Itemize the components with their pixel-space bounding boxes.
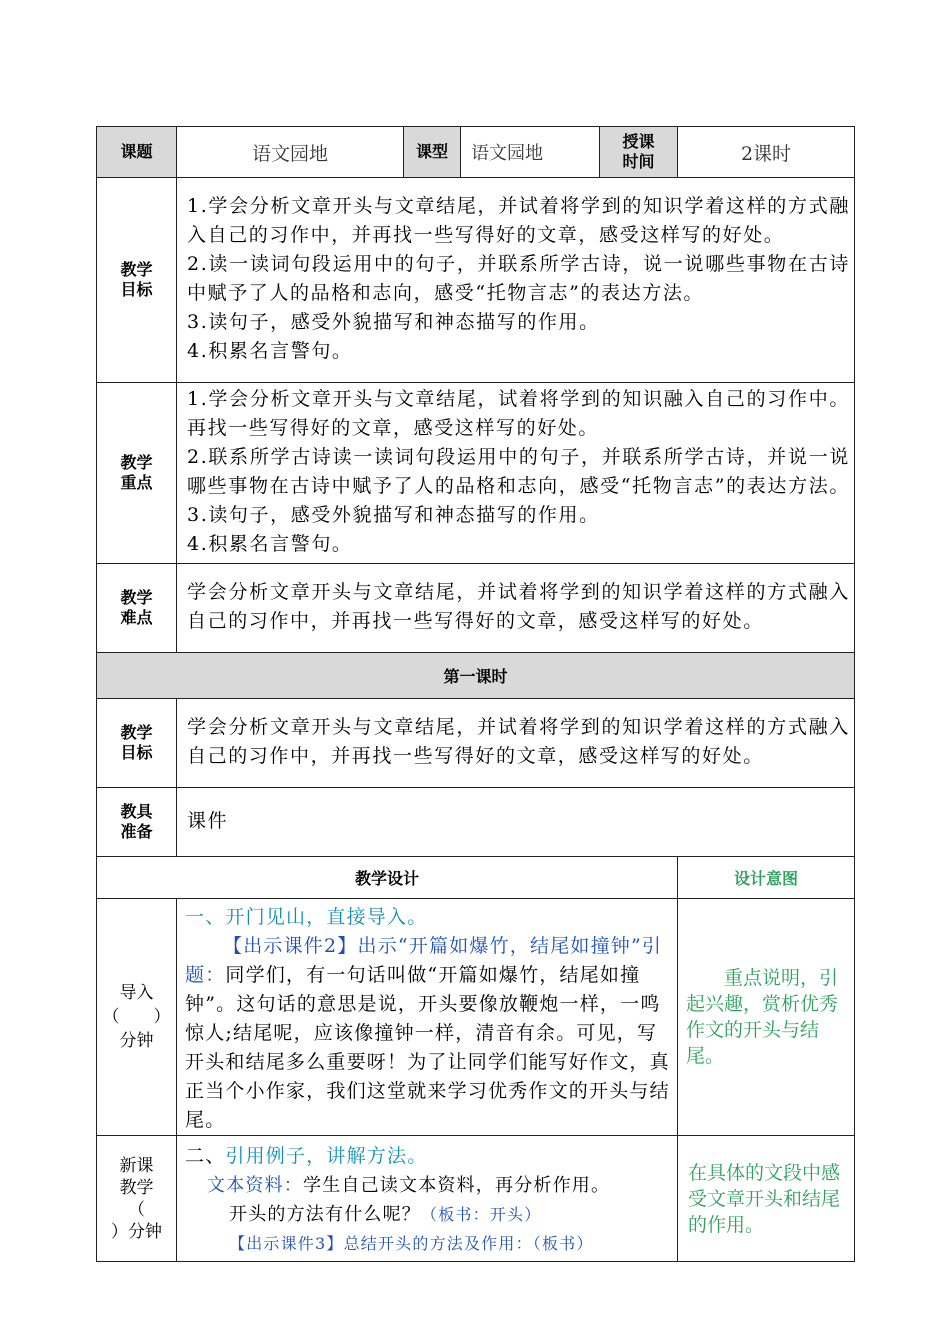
intro-intent: 重点说明，引起兴趣，赏析优秀作文的开头与结尾。 <box>678 899 855 1136</box>
intro-courseware: 【出示课件2】出示“开篇如爆竹，结尾如撞钟”引题： <box>185 935 663 986</box>
difficulty-text <box>177 564 855 653</box>
intent-header: 设计意图 <box>678 857 855 899</box>
difficulty-label-line2: 难点 <box>120 608 153 627</box>
keypoint-item: 2.联系所学古诗读一读词句段运用中的句子，并联系所学古诗，并说一说哪些事物在古诗中赋予了人的品格和志向，感受“托物言志”的表达方法。3.读句子，感受外貌描写和神态描写的作用。 <box>187 446 850 526</box>
newlesson-heading-text: 引用例子，讲解方法。 <box>225 1145 428 1167</box>
board-note: （板书：开头） <box>421 1205 542 1224</box>
difficulty-label-line1: 教学 <box>120 588 153 607</box>
topic-value: 语文园地 <box>177 127 404 178</box>
newlesson-heading-num: 二、 <box>185 1145 226 1167</box>
keypoints-label-line1: 教学 <box>120 453 153 472</box>
goal-item: 1.学会分析文章开头与文章结尾，并试着将学到的知识学着这样的方式融入自己的习作中，并再找一些写得好的文章，感受这样写的好处。 <box>187 195 850 246</box>
newlesson-design <box>177 1136 678 1262</box>
intro-label-line3: 分钟 <box>119 1031 154 1051</box>
time-label <box>600 127 678 178</box>
intro-body <box>185 932 673 1135</box>
intro-design <box>177 899 678 1136</box>
keypoints-label <box>97 383 177 564</box>
newlesson-material <box>185 1171 673 1200</box>
goals-text <box>177 178 855 383</box>
newlesson-label-line2: 教学 <box>119 1177 154 1198</box>
material-text: 学生自己读文本资料，再分析作用。 <box>303 1175 611 1196</box>
newlesson-label-line3: （ <box>128 1199 145 1220</box>
tools-label <box>97 788 177 857</box>
goal-item: 4.积累名言警句。 <box>187 340 353 362</box>
difficulty-paragraph: 学会分析文章开头与文章结尾，并试着将学到的知识学着这样的方式融入自己的习作中，并再找一些写得好的文章，感受这样写的好处。 <box>187 581 850 632</box>
topic-label: 课题 <box>97 127 177 178</box>
type-value: 语文园地 <box>461 127 600 178</box>
newlesson-question <box>185 1200 673 1229</box>
lesson1-title: 第一课时 <box>97 653 855 699</box>
lesson1-goal-text <box>177 699 855 788</box>
difficulty-label <box>97 564 177 653</box>
newlesson-label-line1: 新课 <box>119 1155 154 1176</box>
material-label: 文本资料： <box>207 1175 303 1196</box>
type-label: 课型 <box>404 127 461 178</box>
newlesson-label <box>97 1136 177 1262</box>
lesson1-goal-label-line2: 目标 <box>120 743 153 762</box>
goal-item: 2.读一读词句段运用中的句子，并联系所学古诗，说一说哪些事物在古诗中赋予了人的品格和志向，感受“托物言志”的表达方法。 <box>187 253 850 304</box>
keypoints-text <box>177 383 855 564</box>
goal-item: 3.读句子，感受外貌描写和神态描写的作用。 <box>187 311 600 333</box>
intro-body-text: 同学们，有一句话叫做“开篇如爆竹，结尾如撞钟”。这句话的意思是说，开头要像放鞭炮一样，一鸣惊人;结尾呢，应该像撞钟一样，清音有余。可见，写开头和结尾多么重要呀！为了让同学们能写好作文，真正当个小作家，我们这堂就来学习优秀作文的开头与结尾。 <box>185 964 670 1131</box>
keypoints-label-line2: 重点 <box>120 473 153 492</box>
goals-label <box>97 178 177 383</box>
newlesson-heading <box>185 1142 673 1171</box>
lesson-plan <box>96 126 854 1262</box>
design-header: 教学设计 <box>97 857 678 899</box>
intro-heading: 一、开门见山，直接导入。 <box>185 906 428 928</box>
tools-label-line2: 准备 <box>120 822 153 841</box>
intro-label-line1: 导入 <box>119 983 154 1003</box>
tools-paragraph: 课件 <box>187 809 229 832</box>
keypoint-item: 1.学会分析文章开头与文章结尾，试着将学到的知识融入自己的习作中。再找一些写得好的文章，感受这样写的好处。 <box>187 388 850 439</box>
question-text: 开头的方法有什么呢？ <box>229 1204 421 1225</box>
time-value: 2课时 <box>678 127 855 178</box>
time-label-line1: 授课 <box>622 132 655 151</box>
lesson-plan-table <box>96 126 855 1262</box>
lesson1-goal-label <box>97 699 177 788</box>
lesson1-goal-label-line1: 教学 <box>120 723 153 742</box>
tools-text <box>177 788 855 857</box>
newlesson-courseware: 【出示课件3】总结开头的方法及作用：（板书） <box>229 1234 594 1253</box>
lesson1-goal-paragraph: 学会分析文章开头与文章结尾，并试着将学到的知识学着这样的方式融入自己的习作中，并再找一些写得好的文章，感受这样写的好处。 <box>187 716 850 767</box>
tools-label-line1: 教具 <box>120 802 153 821</box>
goals-label-line1: 教学 <box>120 260 153 279</box>
intro-label-line2: （ ） <box>102 1007 171 1027</box>
newlesson-label-line4: ）分钟 <box>111 1221 162 1242</box>
keypoint-item: 4.积累名言警句。 <box>187 533 353 555</box>
newlesson-intent: 在具体的文段中感受文章开头和结尾的作用。 <box>678 1136 855 1262</box>
intro-label <box>97 899 177 1136</box>
time-label-line2: 时间 <box>622 152 655 171</box>
goals-label-line2: 目标 <box>120 280 153 299</box>
